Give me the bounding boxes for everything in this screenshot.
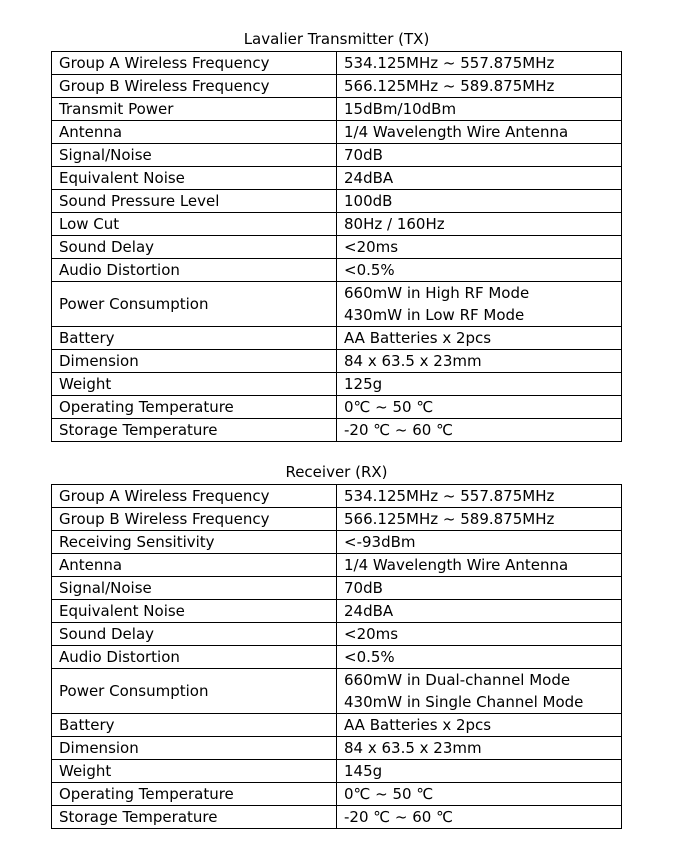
spec-value-cell: [337, 600, 622, 623]
spec-label: Signal/Noise: [52, 577, 337, 600]
tx-spec-row: [52, 213, 622, 236]
spec-value-cell: [337, 52, 622, 75]
spec-value-cell: [337, 144, 622, 167]
spec-value-cell: [337, 760, 622, 783]
spec-value-cell: [337, 623, 622, 646]
spec-label: Operating Temperature: [52, 396, 337, 419]
rx-spec-row: [52, 646, 622, 669]
spec-value-cell: [337, 577, 622, 600]
spec-value: 534.125MHz ~ 557.875MHz: [344, 54, 555, 72]
rx-spec-row: [52, 760, 622, 783]
tx-spec-row: [52, 121, 622, 144]
spec-value-cell: [337, 190, 622, 213]
spec-label: Equivalent Noise: [52, 600, 337, 623]
tx-spec-row: [52, 373, 622, 396]
tx-spec-row: [52, 259, 622, 282]
rx-spec-row: [52, 669, 622, 714]
spec-value: 1/4 Wavelength Wire Antenna: [344, 556, 569, 574]
tx-section-title: Lavalier Transmitter (TX): [243, 30, 430, 48]
spec-value-cell: [337, 669, 622, 714]
spec-label: Sound Delay: [52, 623, 337, 646]
rx-spec-row: [52, 485, 622, 508]
tx-spec-row: [52, 350, 622, 373]
spec-value-cell: [337, 98, 622, 121]
spec-value: 660mW in High RF Mode: [344, 284, 530, 302]
rx-section-title: Receiver (RX): [285, 463, 388, 481]
spec-label: Antenna: [52, 554, 337, 577]
spec-label: Audio Distortion: [52, 646, 337, 669]
spec-value: <20ms: [344, 238, 399, 256]
spec-label: Group B Wireless Frequency: [52, 75, 337, 98]
rx-spec-row: [52, 806, 622, 829]
spec-label: Sound Delay: [52, 236, 337, 259]
spec-value-cell: [337, 213, 622, 236]
spec-value-cell: [337, 419, 622, 442]
spec-value: 566.125MHz ~ 589.875MHz: [344, 510, 555, 528]
spec-value: 100dB: [344, 192, 393, 210]
tx-spec-row: [52, 419, 622, 442]
spec-value-cell: [337, 282, 622, 327]
spec-label: Low Cut: [52, 213, 337, 236]
spec-value-cell: [337, 350, 622, 373]
spec-label: Weight: [52, 760, 337, 783]
spec-value: 534.125MHz ~ 557.875MHz: [344, 487, 555, 505]
spec-value-cell: [337, 646, 622, 669]
spec-label: Power Consumption: [52, 282, 337, 327]
tx-spec-row: [52, 190, 622, 213]
spec-value-cell: [337, 121, 622, 144]
spec-value-cell: [337, 327, 622, 350]
tx-spec-row: [52, 167, 622, 190]
spec-value: 125g: [344, 375, 383, 393]
spec-label: Audio Distortion: [52, 259, 337, 282]
spec-value: 430mW in Low RF Mode: [344, 306, 525, 324]
spec-value: <0.5%: [344, 261, 395, 279]
rx-spec-row: [52, 577, 622, 600]
spec-value-cell: [337, 373, 622, 396]
rx-spec-row: [52, 531, 622, 554]
spec-value: AA Batteries x 2pcs: [344, 716, 492, 734]
rx-spec-table: [51, 484, 622, 829]
spec-label: Weight: [52, 373, 337, 396]
spec-value: 430mW in Single Channel Mode: [344, 693, 584, 711]
spec-value: 15dBm/10dBm: [344, 100, 457, 118]
rx-spec-row: [52, 508, 622, 531]
spec-value-cell: [337, 167, 622, 190]
spec-value-cell: [337, 714, 622, 737]
tx-spec-row: [52, 98, 622, 121]
spec-label: Receiving Sensitivity: [52, 531, 337, 554]
spec-value: 566.125MHz ~ 589.875MHz: [344, 77, 555, 95]
spec-value-cell: [337, 806, 622, 829]
spec-label: Sound Pressure Level: [52, 190, 337, 213]
spec-value-cell: [337, 485, 622, 508]
rx-spec-row: [52, 600, 622, 623]
spec-label: Group A Wireless Frequency: [52, 52, 337, 75]
spec-value: -20 ℃ ~ 60 ℃: [344, 421, 453, 439]
spec-value: 84 x 63.5 x 23mm: [344, 739, 482, 757]
spec-value: 660mW in Dual-channel Mode: [344, 671, 571, 689]
spec-value-cell: [337, 554, 622, 577]
spec-value: 24dBA: [344, 169, 394, 187]
tx-spec-row: [52, 396, 622, 419]
spec-value: <0.5%: [344, 648, 395, 666]
tx-spec-section: [51, 27, 622, 442]
spec-value: <-93dBm: [344, 533, 416, 551]
spec-value: AA Batteries x 2pcs: [344, 329, 492, 347]
spec-value: 24dBA: [344, 602, 394, 620]
spec-label: Transmit Power: [52, 98, 337, 121]
rx-spec-row: [52, 783, 622, 806]
spec-label: Group B Wireless Frequency: [52, 508, 337, 531]
rx-spec-row: [52, 714, 622, 737]
spec-label: Signal/Noise: [52, 144, 337, 167]
tx-spec-row: [52, 282, 622, 327]
spec-label: Antenna: [52, 121, 337, 144]
spec-value: 0℃ ~ 50 ℃: [344, 398, 434, 416]
tx-spec-row: [52, 75, 622, 98]
spec-label: Power Consumption: [52, 669, 337, 714]
tx-spec-row: [52, 236, 622, 259]
spec-label: Storage Temperature: [52, 806, 337, 829]
spec-value-cell: [337, 259, 622, 282]
rx-spec-row: [52, 623, 622, 646]
spec-value: 0℃ ~ 50 ℃: [344, 785, 434, 803]
spec-value: 70dB: [344, 579, 383, 597]
rx-spec-row: [52, 554, 622, 577]
tx-spec-row: [52, 327, 622, 350]
spec-label: Dimension: [52, 737, 337, 760]
spec-value-cell: [337, 236, 622, 259]
spec-value: 70dB: [344, 146, 383, 164]
spec-value-cell: [337, 531, 622, 554]
spec-label: Storage Temperature: [52, 419, 337, 442]
spec-value-cell: [337, 737, 622, 760]
rx-spec-row: [52, 737, 622, 760]
spec-value: 84 x 63.5 x 23mm: [344, 352, 482, 370]
spec-label: Dimension: [52, 350, 337, 373]
tx-spec-row: [52, 144, 622, 167]
spec-label: Operating Temperature: [52, 783, 337, 806]
spec-value-cell: [337, 783, 622, 806]
spec-label: Group A Wireless Frequency: [52, 485, 337, 508]
spec-value: -20 ℃ ~ 60 ℃: [344, 808, 453, 826]
spec-value: 1/4 Wavelength Wire Antenna: [344, 123, 569, 141]
tx-spec-row: [52, 52, 622, 75]
spec-label: Battery: [52, 327, 337, 350]
spec-value-cell: [337, 75, 622, 98]
spec-value: <20ms: [344, 625, 399, 643]
spec-value-cell: [337, 508, 622, 531]
spec-label: Battery: [52, 714, 337, 737]
spec-label: Equivalent Noise: [52, 167, 337, 190]
rx-spec-section: [51, 460, 622, 829]
spec-value: 145g: [344, 762, 383, 780]
spec-value-cell: [337, 396, 622, 419]
tx-spec-table: [51, 51, 622, 442]
spec-value: 80Hz / 160Hz: [344, 215, 445, 233]
